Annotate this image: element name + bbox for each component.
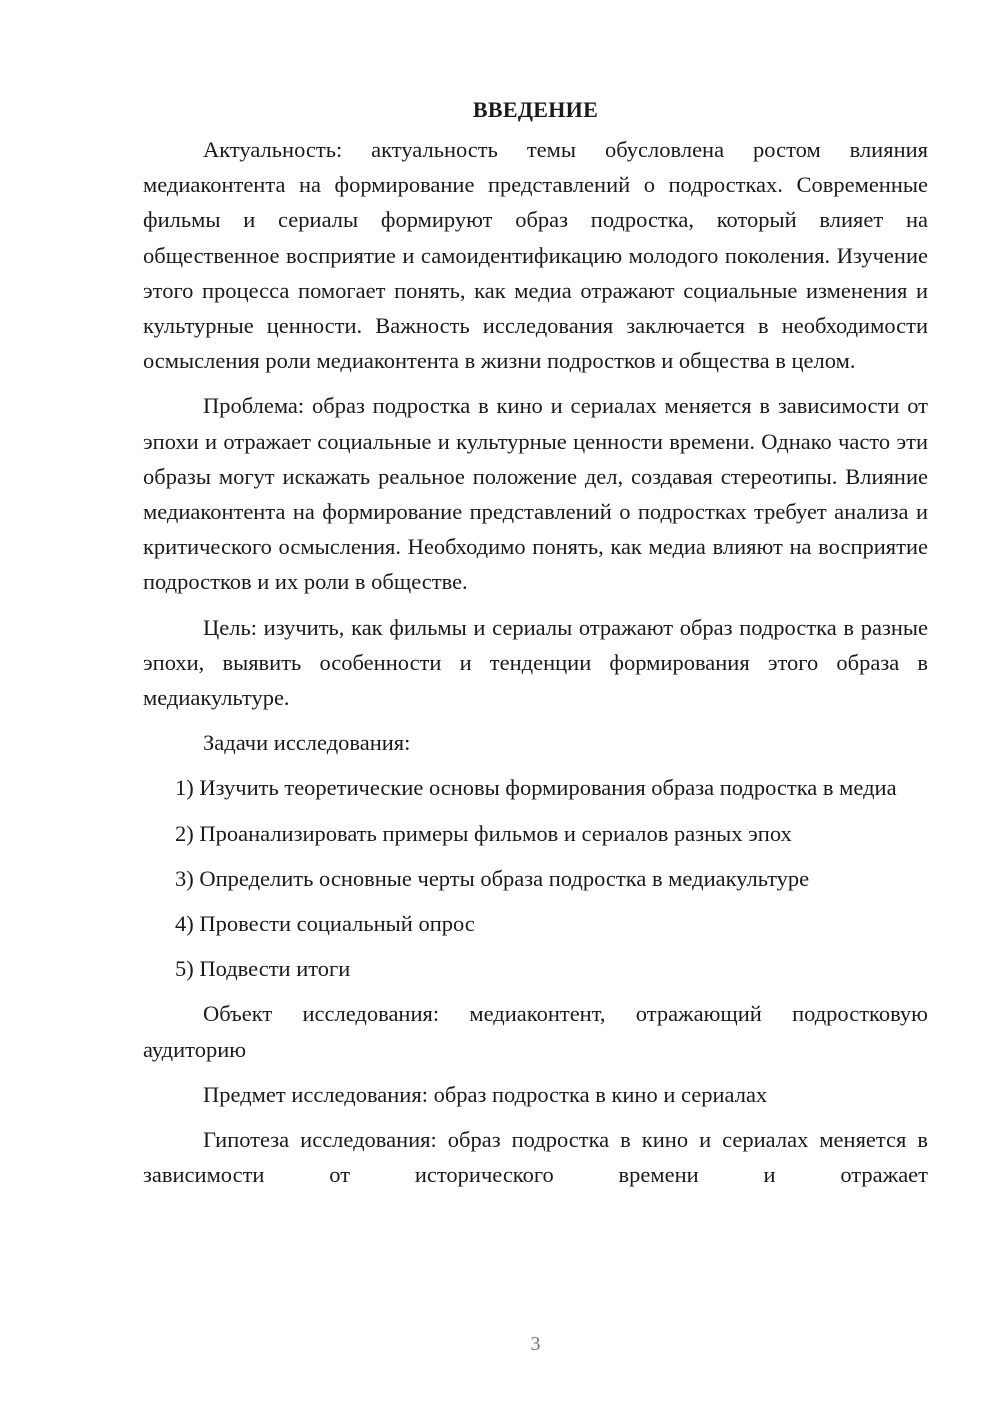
task-item-2: 2) Проанализировать примеры фильмов и сериалов разных эпох [175, 820, 792, 846]
goal-paragraph: Цель: изучить, как фильмы и сериалы отражают образ подростка в разные эпохи, выявить особенности и тенденции формирования этого образа в медиакультуре. [143, 614, 928, 711]
tasks-heading: Задачи исследования: [203, 730, 411, 756]
object-paragraph: Объект исследования: медиаконтент, отражающий подростковую аудиторию [143, 1001, 928, 1062]
subject-paragraph: Предмет исследования: образ подростка в кино и сериалах [203, 1081, 768, 1107]
document-page [143, 92, 928, 1202]
task-item-3: 3) Определить основные черты образа подростка в медиакультуре [175, 865, 810, 891]
problem-paragraph: Проблема: образ подростка в кино и сериалах меняется в зависимости от эпохи и отражает социальные и культурные ценности времени. Однако часто эти образы могут искажать реальное положение дел, создавая стереотипы. Влияние медиаконтента на формирование представлений о подростках требует анализа и критического осмысления. Необходимо понять, как медиа влияют на восприятие подростков и их роли в обществе. [143, 393, 928, 595]
task-item-4: 4) Провести социальный опрос [175, 911, 475, 937]
task-item-5: 5) Подвести итоги [175, 956, 351, 982]
hypothesis-paragraph: Гипотеза исследования: образ подростка в кино и сериалах меняется в зависимости от исторического времени и отражает [143, 1127, 928, 1188]
section-title: ВВЕДЕНИЕ [472, 97, 599, 122]
relevance-paragraph: Актуальность: актуальность темы обусловлена ростом влияния медиаконтента на формирование представлений о подростках. Современные фильмы и сериалы формируют образ подростка, который влияет на общественное восприятие и самоидентификацию молодого поколения. Изучение этого процесса помогает понять, как медиа отражают социальные изменения и культурные ценности. Важность исследования заключается в необходимости осмысления роли медиаконтента в жизни подростков и общества в целом. [143, 137, 928, 374]
page-number: 3 [530, 1333, 541, 1355]
task-item-1: 1) Изучить теоретические основы формирования образа подростка в медиа [175, 775, 897, 801]
